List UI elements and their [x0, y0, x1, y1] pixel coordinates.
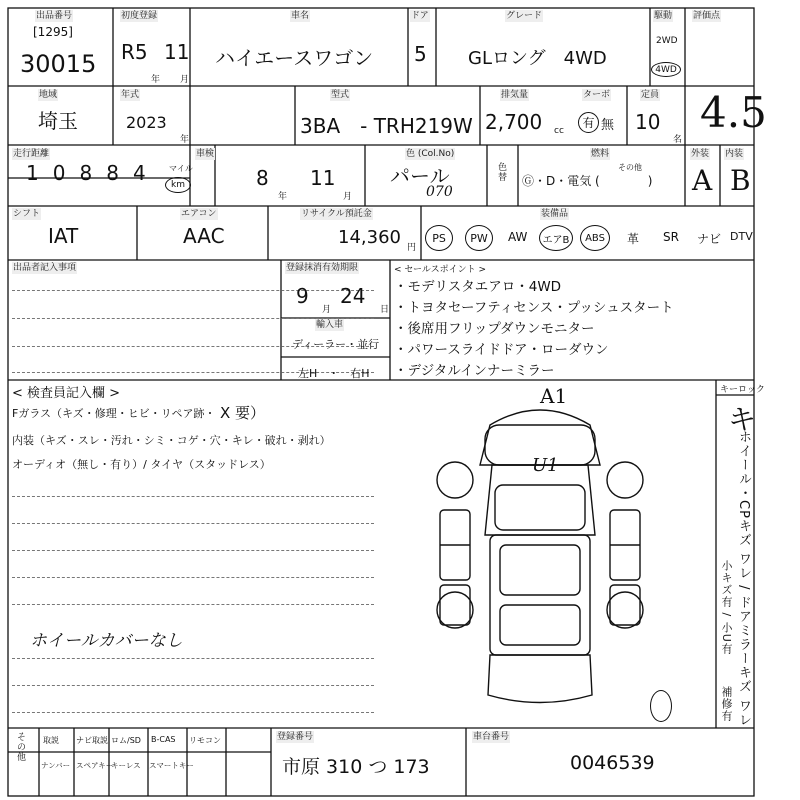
color-code: 070: [426, 184, 453, 200]
label-car-name: 車名: [291, 11, 310, 21]
label-interior: 内装: [725, 149, 744, 159]
region-value: 埼玉: [38, 109, 78, 133]
label-doors: ドア: [411, 11, 429, 21]
auction-code: [1295]: [33, 25, 73, 39]
label-score: 評価点: [693, 11, 721, 21]
damage-mark-u1: U1: [532, 455, 559, 476]
footer-item: 取説: [43, 736, 59, 745]
key-mark: キ: [728, 403, 757, 436]
fuel-options: Ⓖ・D・電気 ( ): [522, 174, 653, 188]
label-shift: シフト: [13, 209, 41, 219]
grade-value: GLロング 4WD: [468, 48, 607, 69]
label-model-year: 年式: [121, 90, 140, 100]
score-value: 4.5: [700, 88, 767, 137]
lot-number: 30015: [20, 50, 97, 78]
label-reg-number: 登録番号: [277, 732, 314, 742]
color-change: 色替: [496, 162, 506, 182]
footer-item: ナンバー: [41, 761, 71, 770]
inspector-line: [12, 712, 374, 713]
mile-option: マイル: [169, 164, 193, 173]
model-year-value: 2023: [126, 113, 167, 132]
mileage-digit: 8: [79, 161, 93, 185]
equip-pw-circled: PW: [465, 225, 493, 251]
label-drive: 駆動: [654, 11, 673, 21]
label-misc: その他: [15, 732, 25, 762]
displacement-value: 2,700: [485, 110, 543, 134]
capacity-value: 10: [635, 110, 661, 134]
reg-number: 市原 310 つ 173: [282, 756, 430, 778]
side-notes: ホイール・CPキズ ワレ / ドアミラーキズ ワレ: [736, 430, 751, 727]
label-import: 輸入車: [316, 320, 344, 330]
damage-mark-a1: A1: [540, 384, 568, 408]
mileage-digits: [26, 161, 146, 185]
sales-point: ・トヨタセーフティセンス・プッシュスタート: [394, 300, 674, 316]
side-repair: 補修有: [720, 686, 733, 722]
first-reg-month: 11: [164, 40, 190, 64]
footer-item: リモコン: [189, 736, 221, 745]
aircon-value: AAC: [183, 224, 225, 248]
sales-points-list: [394, 277, 674, 382]
label-mileage: 走行距離: [13, 149, 50, 159]
sales-point: ・デジタルインナーミラー: [394, 363, 555, 379]
sales-point: ・モデリスタエアロ・4WD: [394, 279, 562, 295]
inspector-line: [12, 523, 374, 524]
car-diagram: [420, 385, 660, 725]
turbo-yes-circled: 有: [578, 112, 599, 133]
label-aircon: エアコン: [181, 209, 217, 219]
label-reg-expiry: 登録抹消有効期限: [286, 263, 359, 273]
inspector-line: [12, 658, 374, 659]
import-dealer: ディーラー・並行: [292, 338, 380, 351]
label-equipment: 装備品: [541, 209, 569, 219]
inspector-line-audio: オーディオ（無し・有り）/ タイヤ（スタッドレス）: [12, 458, 271, 471]
footer-item: ナビ取説: [76, 736, 108, 745]
mileage-digit: 1: [26, 161, 39, 185]
mileage-digit: 0: [52, 161, 66, 185]
model-year-suffix: 年: [180, 135, 190, 145]
displacement-unit: cc: [554, 126, 564, 136]
shift-value: IAT: [48, 224, 79, 248]
label-displacement: 排気量: [501, 90, 529, 100]
label-first-reg: 初度登録: [121, 11, 158, 21]
label-chassis-number: 車台番号: [473, 732, 510, 742]
sales-point: ・後席用フリップダウンモニター: [394, 321, 595, 337]
label-region: 地域: [39, 90, 58, 100]
equip-airbag-circled: エアB: [539, 225, 573, 251]
shaken-month-suffix: 月: [343, 192, 353, 202]
shaken-year-suffix: 年: [278, 192, 288, 202]
footer-item: キーレス: [111, 761, 141, 770]
note-line: [12, 290, 374, 291]
color-name: パール: [390, 164, 450, 188]
capacity-unit: 名: [673, 135, 683, 145]
equip-leather: 革: [627, 232, 640, 246]
steering: 左H ・ 右H: [298, 367, 370, 380]
year-suffix: 年: [151, 75, 161, 85]
model-code: 3BA - TRH219W: [300, 114, 473, 138]
first-reg-era: R5: [121, 40, 148, 64]
exterior-grade: A: [692, 164, 713, 197]
reg-month: 9: [296, 284, 309, 308]
footer-item: B-CAS: [151, 735, 176, 744]
equip-abs-circled: ABS: [580, 225, 610, 251]
label-sales-points: < セールスポイント >: [394, 265, 486, 275]
reg-month-unit: 月: [322, 305, 332, 315]
label-key-lock: キーロック: [720, 385, 765, 395]
sales-point: ・パワースライドドア・ローダウン: [394, 342, 609, 358]
fuel-other-label: その他: [618, 163, 642, 172]
glass-note: X 要）: [220, 404, 266, 422]
inspector-line: [12, 496, 374, 497]
month-suffix: 月: [180, 75, 190, 85]
inspector-line: [12, 685, 374, 686]
equip-sr: SR: [663, 230, 679, 244]
handwritten-note: ホイールカバーなし: [30, 631, 183, 651]
shaken-year: 8: [256, 166, 269, 190]
footer-item: スマートキー: [149, 761, 194, 770]
doors-value: 5: [414, 42, 427, 66]
inspector-line-glass: Fガラス（キズ・修理・ヒビ・リペア跡・: [12, 407, 216, 420]
car-name: ハイエースワゴン: [215, 46, 374, 70]
inspector-line-interior: 内装（キズ・スレ・汚れ・シミ・コゲ・穴・キレ・破れ・剥れ）: [12, 434, 331, 447]
mileage-digit: 8: [106, 161, 119, 185]
label-exterior: 外装: [691, 149, 710, 159]
reg-day: 24: [340, 284, 366, 308]
tire-circle-mark: [650, 690, 672, 722]
reg-day-unit: 日: [380, 305, 390, 315]
equip-aw: AW: [508, 230, 528, 244]
recycle-fee: 14,360: [338, 227, 401, 248]
interior-grade: B: [730, 164, 751, 197]
label-grade: グレード: [506, 11, 543, 21]
equip-navi: ナビ: [697, 232, 722, 246]
side-subnotes: 小キズ有 / 小U有: [720, 560, 733, 655]
label-color: 色 (Col.No): [406, 149, 455, 159]
label-seller-notes: 出品者記入事項: [13, 263, 77, 273]
label-capacity: 定員: [641, 90, 660, 100]
inspector-line: [12, 550, 374, 551]
drive-2wd: 2WD: [656, 36, 678, 46]
label-type: 型式: [331, 90, 350, 100]
label-lot: 出品番号: [36, 11, 73, 21]
label-shaken: 車検: [196, 149, 215, 159]
recycle-unit: 円: [407, 243, 417, 253]
label-recycle: リサイクル預託金: [301, 209, 372, 219]
inspector-line: [12, 604, 374, 605]
footer-item: ロム/SD: [111, 736, 141, 745]
shaken-month: 11: [310, 166, 336, 190]
footer-item: スペアキー: [76, 761, 114, 770]
mileage-digit: 4: [132, 161, 146, 185]
drive-4wd-circled: 4WD: [651, 62, 681, 77]
chassis-number: 0046539: [570, 752, 655, 774]
label-turbo: ターボ: [583, 90, 611, 100]
km-circled: km: [165, 177, 191, 193]
turbo-no: 無: [601, 118, 615, 133]
inspector-title: < 検査員記入欄 >: [12, 386, 121, 401]
inspector-line: [12, 577, 374, 578]
equip-ps-circled: PS: [425, 225, 453, 251]
label-fuel: 燃料: [591, 149, 610, 159]
equip-dtv: DTV: [730, 230, 753, 243]
